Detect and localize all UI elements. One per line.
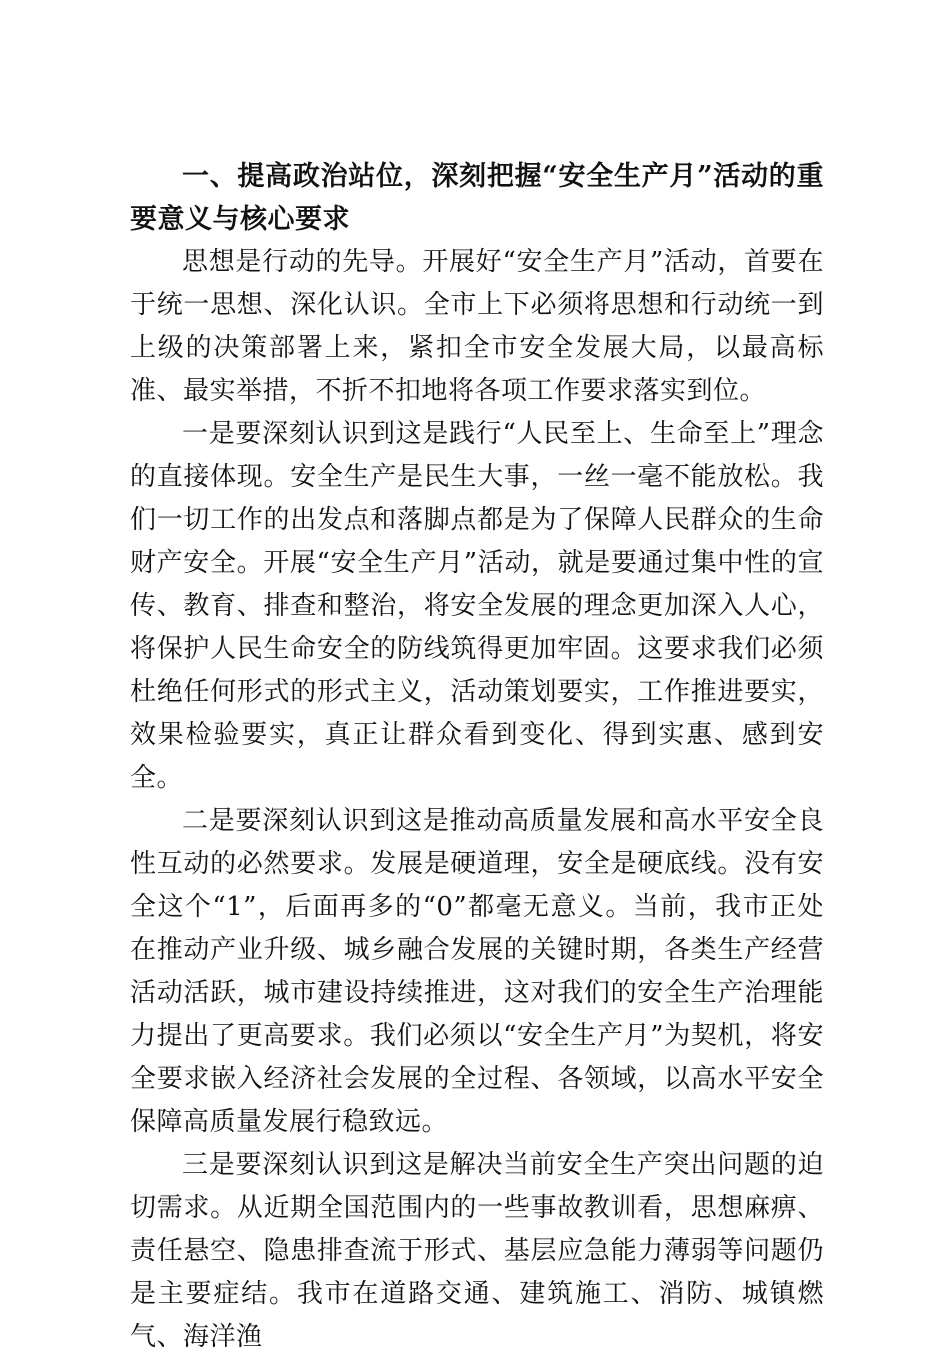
paragraph-intro: 思想是行动的先导。开展好“安全生产月”活动，首要在于统一思想、深化认识。全市上下必须将思想和行动统一到上级的决策部署上来，紧扣全市安全发展大局，以最高标准、最实举措，不折不扣地将各项工作要求落实到位。	[130, 247, 824, 406]
paragraph-point-three: 三是要深刻认识到这是解决当前安全生产突出问题的迫切需求。从近期全国范围内的一些事故教训看，思想麻痹、责任悬空、隐患排查流于形式、基层应急能力薄弱等问题仍是主要症结。我市在道路交通、建筑施工、消防、城镇燃气、海洋渔	[130, 1150, 824, 1352]
paragraph-point-two: 二是要深刻认识到这是推动高质量发展和高水平安全良性互动的必然要求。发展是硬道理，安全是硬底线。没有安全这个“1”，后面再多的“0”都毫无意义。当前，我市正处在推动产业升级、城乡融合发展的关键时期，各类生产经营活动活跃，城市建设持续推进，这对我们的安全生产治理能力提出了更高要求。我们必须以“安全生产月”为契机，将安全要求嵌入经济社会发展的全过程、各领域，以高水平安全保障高质量发展行稳致远。	[130, 806, 824, 1137]
section-heading: 一、提高政治站位，深刻把握“安全生产月”活动的重要意义与核心要求	[130, 161, 824, 235]
document-page	[130, 155, 824, 1359]
paragraph-point-one: 一是要深刻认识到这是践行“人民至上、生命至上”理念的直接体现。安全生产是民生大事，一丝一毫不能放松。我们一切工作的出发点和落脚点都是为了保障人民群众的生命财产安全。开展“安全生产月”活动，就是要通过集中性的宣传、教育、排查和整治，将安全发展的理念更加深入人心，将保护人民生命安全的防线筑得更加牢固。这要求我们必须杜绝任何形式的形式主义，活动策划要实，工作推进要实，效果检验要实，真正让群众看到变化、得到实惠、感到安全。	[130, 419, 824, 793]
